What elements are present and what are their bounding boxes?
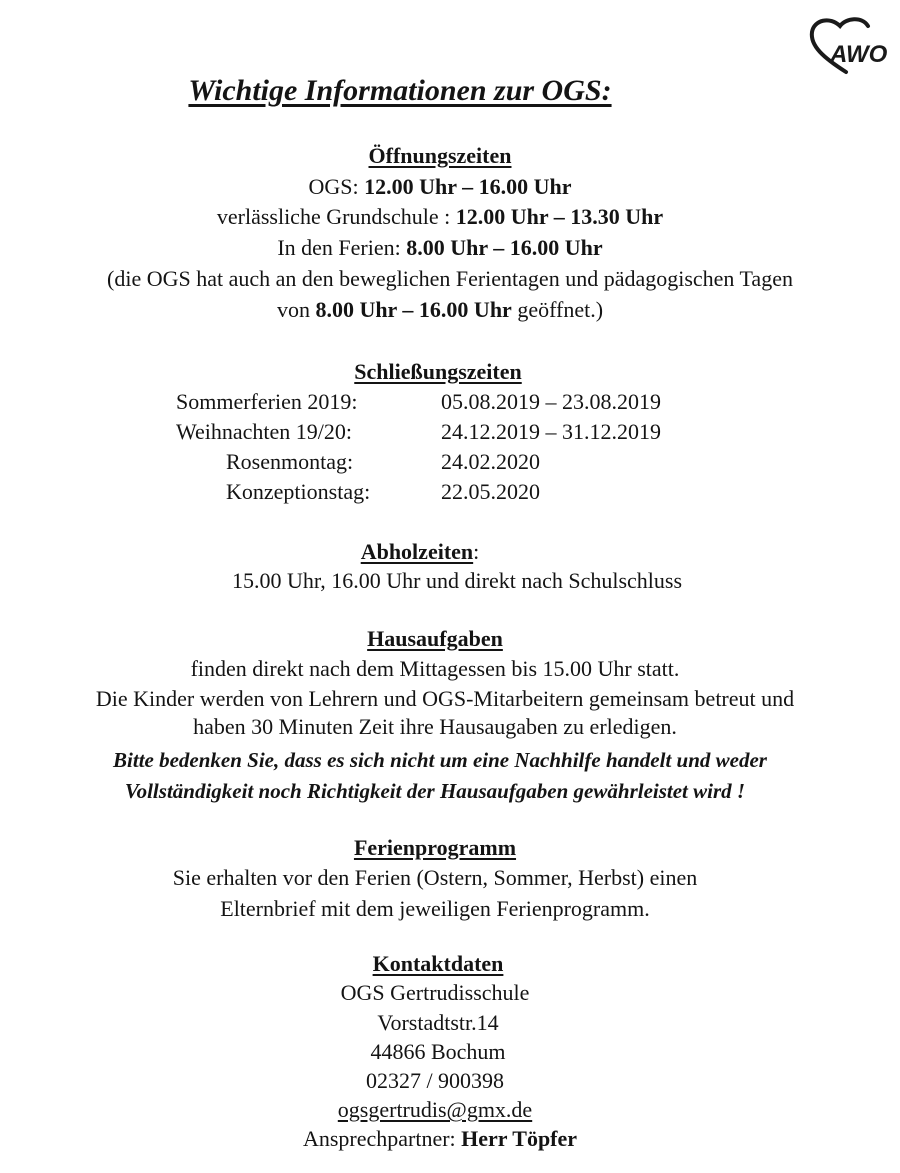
homework-line2: Die Kinder werden von Lehrern und OGS-Mitarbeitern gemeinsam betreut und: [95, 686, 795, 711]
holiday-heading: Ferienprogramm: [353, 835, 517, 860]
contact-street: Vorstadtstr.14: [377, 1010, 499, 1035]
logo-text: AWO: [830, 41, 888, 68]
closing-value-rosenmontag: 24.02.2020: [441, 449, 540, 474]
opening-note-prefix: von: [276, 297, 316, 322]
contact-city: 44866 Bochum: [370, 1039, 506, 1064]
closing-value-summer: 05.08.2019 – 23.08.2019: [441, 389, 661, 414]
closing-label-summer: Sommerferien 2019:: [176, 389, 358, 414]
closing-label-rosenmontag: Rosenmontag:: [226, 449, 354, 474]
page-title: Wichtige Informationen zur OGS:: [188, 74, 612, 107]
heart-logo-icon: [806, 16, 896, 76]
opening-note-time: 8.00 Uhr – 16.00 Uhr: [315, 297, 512, 322]
contact-person-line: [0, 1125, 890, 1153]
contact-heading: Kontaktdaten: [372, 951, 504, 976]
pickup-colon: :: [473, 539, 480, 564]
opening-grundschule-time: 12.00 Uhr – 13.30 Uhr: [455, 204, 664, 229]
contact-person-label: Ansprechpartner:: [302, 1126, 462, 1151]
awo-logo: [806, 16, 896, 76]
homework-heading: Hausaufgaben: [367, 626, 503, 651]
opening-ogs-time: 12.00 Uhr – 16.00 Uhr: [364, 174, 572, 199]
contact-email-line: [0, 1096, 885, 1124]
homework-note2: Vollständigkeit noch Richtigkeit der Hausaufgaben gewährleistet wird !: [124, 779, 746, 803]
closing-value-konzeption: 22.05.2020: [441, 479, 540, 504]
homework-line3: haben 30 Minuten Zeit ihre Hausaugaben zu erledigen.: [193, 714, 677, 739]
closing-value-christmas: 24.12.2019 – 31.12.2019: [441, 419, 661, 444]
opening-grundschule-label: verlässliche Grundschule :: [216, 204, 456, 229]
holiday-line2: Elternbrief mit dem jeweiligen Ferienprogramm.: [220, 896, 650, 921]
pickup-heading-line: [0, 538, 870, 566]
pickup-heading: Abholzeiten: [360, 539, 474, 564]
contact-email-link[interactable]: ogsgertrudis@gmx.de: [337, 1097, 533, 1122]
opening-heading: Öffnungszeiten: [368, 143, 512, 168]
opening-ferien-label: In den Ferien:: [277, 235, 407, 260]
opening-ferien-line: [0, 234, 890, 262]
opening-ogs-line: [0, 173, 890, 201]
opening-note-suffix: geöffnet.): [511, 297, 604, 322]
opening-ogs-label: OGS:: [308, 174, 365, 199]
opening-note-line1: (die OGS hat auch an den beweglichen Ferientagen und pädagogischen Tagen: [107, 266, 793, 291]
contact-name: OGS Gertrudisschule: [340, 980, 530, 1005]
contact-person-name: Herr Töpfer: [461, 1126, 578, 1151]
closing-label-christmas: Weihnachten 19/20:: [176, 419, 353, 444]
opening-note-line2: [0, 296, 890, 324]
holiday-line1: Sie erhalten vor den Ferien (Ostern, Sommer, Herbst) einen: [172, 865, 698, 890]
opening-ferien-time: 8.00 Uhr – 16.00 Uhr: [406, 235, 603, 260]
contact-phone: 02327 / 900398: [365, 1068, 505, 1093]
homework-line1: finden direkt nach dem Mittagessen bis 15.00 Uhr statt.: [190, 656, 680, 681]
closing-heading: Schließungszeiten: [354, 359, 522, 384]
closing-label-konzeption: Konzeptionstag:: [226, 479, 371, 504]
pickup-text: 15.00 Uhr, 16.00 Uhr und direkt nach Schulschluss: [231, 568, 683, 593]
opening-grundschule-line: [0, 203, 890, 231]
homework-note1: Bitte bedenken Sie, dass es sich nicht um eine Nachhilfe handelt und weder: [113, 748, 767, 772]
